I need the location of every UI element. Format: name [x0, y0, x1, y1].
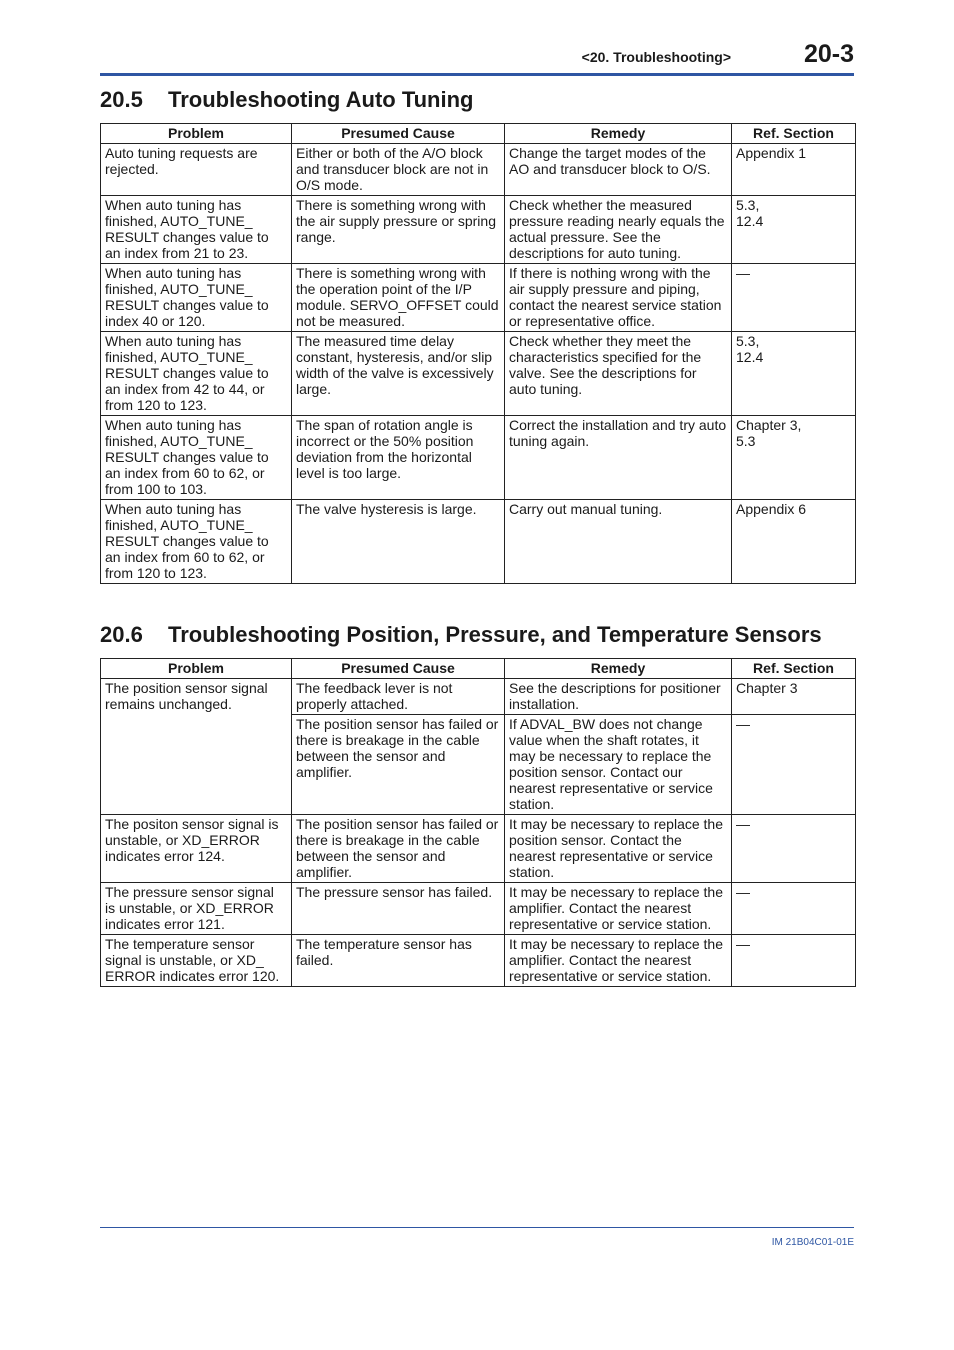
- table-row: [101, 416, 856, 500]
- chapter-label: <20. Troubleshooting>: [581, 49, 731, 65]
- remedy-cell: It may be necessary to replace the amplifier. Contact the nearest representative or service station.: [505, 883, 732, 935]
- cause-cell: The position sensor has failed or there is breakage in the cable between the sensor and amplifier.: [292, 715, 505, 815]
- problem-cell: When auto tuning has finished, AUTO_TUNE_ RESULT changes value to index 40 or 120.: [101, 264, 292, 332]
- table-row: [101, 679, 856, 715]
- table-row: [101, 500, 856, 584]
- column-header-problem: Problem: [101, 659, 292, 679]
- ref-cell: 5.3, 12.4: [732, 196, 856, 264]
- remedy-cell: It may be necessary to replace the position sensor. Contact the nearest representative or service station.: [505, 815, 732, 883]
- ref-cell: 5.3, 12.4: [732, 332, 856, 416]
- problem-cell: The position sensor signal remains unchanged.: [101, 679, 292, 815]
- ref-cell: Chapter 3, 5.3: [732, 416, 856, 500]
- problem-cell: The temperature sensor signal is unstable, or XD_ ERROR indicates error 120.: [101, 935, 292, 987]
- remedy-cell: Correct the installation and try auto tuning again.: [505, 416, 732, 500]
- page-header: [100, 40, 854, 76]
- column-header-cause: Presumed Cause: [292, 659, 505, 679]
- ref-cell: —: [732, 715, 856, 815]
- document-id: IM 21B04C01-01E: [771, 1237, 854, 1248]
- cause-cell: The temperature sensor has failed.: [292, 935, 505, 987]
- section-title: Troubleshooting Auto Tuning: [168, 87, 474, 112]
- column-header-problem: Problem: [101, 124, 292, 144]
- problem-cell: When auto tuning has finished, AUTO_TUNE_ RESULT changes value to an index from 42 to 44, or from 120 to 123.: [101, 332, 292, 416]
- problem-cell: Auto tuning requests are rejected.: [101, 144, 292, 196]
- problem-cell: When auto tuning has finished, AUTO_TUNE_ RESULT changes value to an index from 60 to 62, or from 120 to 123.: [101, 500, 292, 584]
- section-heading-auto-tuning: [100, 87, 474, 113]
- cause-cell: There is something wrong with the air supply pressure or spring range.: [292, 196, 505, 264]
- cause-cell: The feedback lever is not properly attached.: [292, 679, 505, 715]
- cause-cell: The measured time delay constant, hysteresis, and/or slip width of the valve is excessively large.: [292, 332, 505, 416]
- column-header-cause: Presumed Cause: [292, 124, 505, 144]
- remedy-cell: It may be necessary to replace the amplifier. Contact the nearest representative or service station.: [505, 935, 732, 987]
- problem-cell: The positon sensor signal is unstable, or XD_ERROR indicates error 124.: [101, 815, 292, 883]
- sensors-table: [100, 658, 856, 987]
- ref-cell: Appendix 6: [732, 500, 856, 584]
- remedy-cell: Carry out manual tuning.: [505, 500, 732, 584]
- ref-cell: —: [732, 883, 856, 935]
- header-rule: [100, 73, 854, 76]
- cause-cell: The valve hysteresis is large.: [292, 500, 505, 584]
- footer-rule: [100, 1227, 854, 1228]
- column-header-ref: Ref. Section: [732, 659, 856, 679]
- remedy-cell: Check whether they meet the characteristics specified for the valve. See the descriptions for auto tuning.: [505, 332, 732, 416]
- column-header-remedy: Remedy: [505, 124, 732, 144]
- column-header-ref: Ref. Section: [732, 124, 856, 144]
- page-number: 20-3: [803, 40, 854, 68]
- column-header-remedy: Remedy: [505, 659, 732, 679]
- remedy-cell: See the descriptions for positioner installation.: [505, 679, 732, 715]
- ref-cell: —: [732, 935, 856, 987]
- remedy-cell: Change the target modes of the AO and transducer block to O/S.: [505, 144, 732, 196]
- table-row: [101, 815, 856, 883]
- table-header-row: [101, 659, 856, 679]
- table-row: [101, 935, 856, 987]
- table-row: [101, 883, 856, 935]
- cause-cell: Either or both of the A/O block and transducer block are not in O/S mode.: [292, 144, 505, 196]
- table-row: [101, 264, 856, 332]
- cause-cell: The pressure sensor has failed.: [292, 883, 505, 935]
- ref-cell: —: [732, 264, 856, 332]
- auto-tuning-table: [100, 123, 856, 584]
- ref-cell: —: [732, 815, 856, 883]
- problem-cell: When auto tuning has finished, AUTO_TUNE_ RESULT changes value to an index from 21 to 23.: [101, 196, 292, 264]
- table-row: [101, 332, 856, 416]
- remedy-cell: If ADVAL_BW does not change value when the shaft rotates, it may be necessary to replace the position sensor. Contact our nearest representative or service station.: [505, 715, 732, 815]
- remedy-cell: If there is nothing wrong with the air supply pressure and piping, contact the nearest service station or representative office.: [505, 264, 732, 332]
- cause-cell: The position sensor has failed or there is breakage in the cable between the sensor and amplifier.: [292, 815, 505, 883]
- table-row: [101, 196, 856, 264]
- ref-cell: Chapter 3: [732, 679, 856, 715]
- table-header-row: [101, 124, 856, 144]
- table-row: [101, 144, 856, 196]
- section-number: 20.5: [100, 87, 143, 112]
- problem-cell: The pressure sensor signal is unstable, or XD_ERROR indicates error 121.: [101, 883, 292, 935]
- section-title: Troubleshooting Position, Pressure, and Temperature Sensors: [168, 622, 822, 647]
- section-heading-sensors: [100, 622, 822, 648]
- ref-cell: Appendix 1: [732, 144, 856, 196]
- problem-cell: When auto tuning has finished, AUTO_TUNE_ RESULT changes value to an index from 60 to 62, or from 100 to 103.: [101, 416, 292, 500]
- cause-cell: There is something wrong with the operation point of the I/P module. SERVO_OFFSET could not be measured.: [292, 264, 505, 332]
- cause-cell: The span of rotation angle is incorrect or the 50% position deviation from the horizontal level is too large.: [292, 416, 505, 500]
- remedy-cell: Check whether the measured pressure reading nearly equals the actual pressure. See the descriptions for auto tuning.: [505, 196, 732, 264]
- section-number: 20.6: [100, 622, 143, 647]
